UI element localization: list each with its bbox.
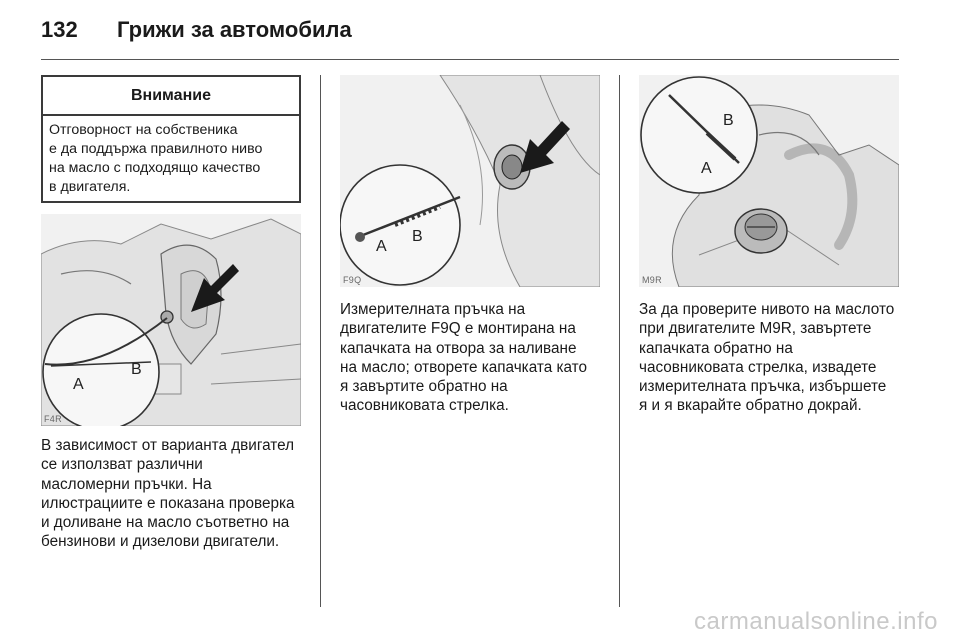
text-line: я завъртите обратно на bbox=[340, 378, 508, 396]
page-number: 132 bbox=[41, 17, 78, 42]
label-a: A bbox=[376, 238, 387, 255]
text-line: и доливане на масло съответно на bbox=[41, 514, 290, 532]
page-title: Грижи за автомобила bbox=[117, 17, 352, 42]
text-line: масломерни пръчки. На bbox=[41, 475, 212, 493]
engine-illustration-m9r bbox=[639, 75, 899, 287]
figure-f4r-dipstick bbox=[41, 214, 301, 426]
text-block-engine-variants bbox=[41, 436, 316, 552]
text-line: За да проверите нивото на маслото bbox=[639, 301, 895, 318]
text-line: В зависимост от варианта двигател bbox=[41, 437, 295, 454]
label-b: B bbox=[131, 361, 142, 378]
header-rule bbox=[41, 59, 899, 60]
figure-f9q-dipstick bbox=[340, 75, 600, 287]
text-line: капачката обратно на bbox=[639, 339, 793, 357]
text-line: при двигателите M9R, завъртете bbox=[639, 320, 872, 338]
text-line: часовниковата стрелка, извадете bbox=[639, 358, 877, 376]
text-line: измерителната пръчка, избършете bbox=[639, 378, 887, 396]
text-line: на масло; отворете капачката като bbox=[340, 358, 588, 376]
text-line: се използват различни bbox=[41, 456, 203, 474]
figure-code: F4R bbox=[44, 414, 62, 424]
text-line: бензинови и дизелови двигатели. bbox=[41, 533, 280, 551]
figure-code: F9Q bbox=[343, 275, 362, 285]
text-line: Измерителната пръчка на bbox=[340, 301, 526, 318]
detail-circle bbox=[340, 165, 460, 285]
engine-illustration-f9q bbox=[340, 75, 600, 287]
text-line: илюстрациите е показана проверка bbox=[41, 494, 295, 512]
warning-text bbox=[43, 116, 299, 197]
text-line: часовниковата стрелка. bbox=[340, 397, 509, 415]
watermark: carmanualsonline.info bbox=[694, 608, 938, 635]
column-divider-right bbox=[619, 75, 620, 607]
text-block-m9r bbox=[639, 300, 914, 416]
label-a: A bbox=[73, 376, 84, 393]
text-line: я и я вкарайте обратно докрай. bbox=[639, 397, 862, 415]
engine-illustration-f4r bbox=[41, 214, 301, 426]
label-a: A bbox=[701, 160, 712, 177]
figure-m9r-dipstick bbox=[639, 75, 899, 287]
text-line: двигателите F9Q е монтирана на bbox=[340, 320, 576, 338]
warning-title: Внимание bbox=[43, 77, 299, 116]
text-line: капачката на отвора за наливане bbox=[340, 339, 577, 357]
column-divider-left bbox=[320, 75, 321, 607]
warning-box bbox=[41, 75, 301, 203]
text-block-f9q bbox=[340, 300, 615, 416]
warning-line: е да поддържа правилното ниво bbox=[49, 141, 263, 157]
detail-circle bbox=[641, 77, 757, 193]
warning-line: на масло с подходящо качество bbox=[49, 160, 261, 176]
figure-code: M9R bbox=[642, 275, 662, 285]
warning-line: в двигателя. bbox=[49, 179, 131, 195]
warning-line: Отговорност на собственика bbox=[49, 122, 238, 138]
label-b: B bbox=[412, 228, 423, 245]
label-b: B bbox=[723, 112, 734, 129]
